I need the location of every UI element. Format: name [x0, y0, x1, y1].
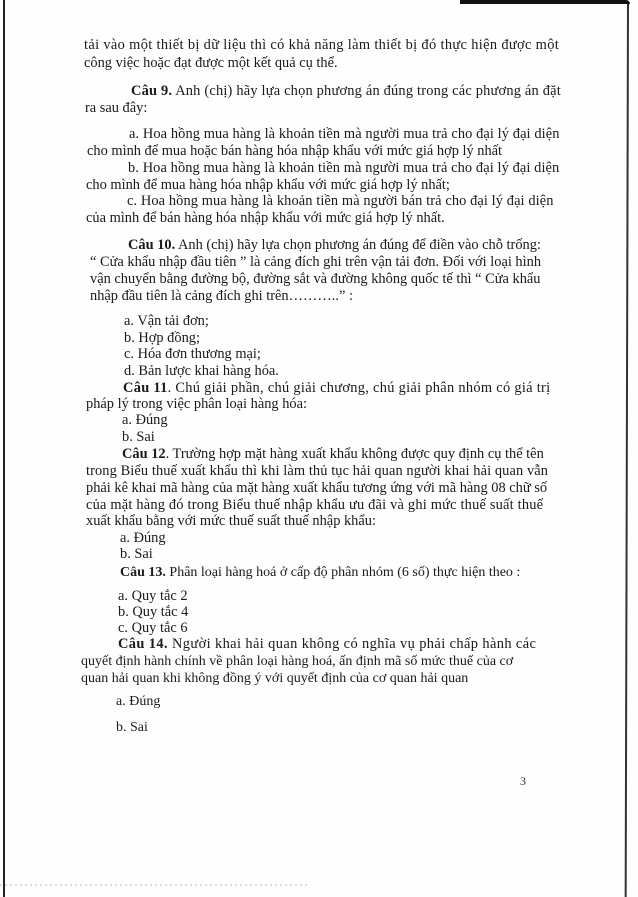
option-c-cont: của mình để bán hàng hóa nhập khẩu với mức giá hợp lý nhất. [86, 210, 445, 226]
option-b-cont: cho mình để mua hàng hóa nhập khẩu với mức giá hợp lý nhất; [86, 177, 450, 193]
question-label: Câu 9. [131, 83, 173, 99]
question-text: “ Cửa khẩu nhập đầu tiên ” là cảng đích ghi trên vận tải đơn. Đối với loại hình [90, 254, 542, 270]
question-text: phải kê khai mã hàng của mặt hàng xuất khẩu tương ứng với mã hàng 08 chữ số [86, 480, 548, 496]
question-label: Câu 10. [128, 237, 176, 253]
option-c: c. Quy tắc 6 [118, 620, 188, 636]
option-b: b. Sai [122, 429, 155, 445]
question-text: . Chú giải phần, chú giải chương, chú giải phân nhóm có giá trị [167, 380, 551, 396]
question-label: Câu 11 [123, 380, 168, 396]
question-label: Câu 14. [118, 636, 168, 652]
scan-edge-top [460, 0, 630, 4]
question-14 [118, 636, 536, 653]
option-a: a. Quy tắc 2 [118, 588, 188, 604]
question-10 [128, 237, 541, 254]
question-text: . Trường hợp mặt hàng xuất khẩu không được quy định cụ thể tên [165, 446, 544, 462]
question-text: quan hải quan khi không đồng ý với quyết định của cơ quan hải quan [81, 671, 469, 686]
question-text: trong Biểu thuế xuất khẩu thì khi làm thủ tục hải quan người khai hải quan vẫn [86, 463, 549, 479]
option-a: a. Vận tải đơn; [124, 313, 209, 329]
option-b: b. Sai [120, 546, 153, 562]
option-a: a. Đúng [116, 694, 161, 709]
question-text: Anh (chị) hãy lựa chọn phương án đúng trong các phương án đặt [172, 83, 561, 99]
option-a: a. Đúng [120, 530, 166, 546]
scan-edge-right [625, 4, 629, 897]
intro-line: công việc hoặc đạt được một kết quả cụ thể. [84, 55, 338, 71]
question-text: Người khai hải quan không có nghĩa vụ phải chấp hành các [167, 636, 537, 652]
option-b: b. Hợp đồng; [124, 330, 200, 346]
option-a: a. Đúng [122, 412, 168, 428]
question-label: Câu 13. [120, 565, 166, 580]
question-11 [123, 380, 550, 397]
question-text: vận chuyển bằng đường bộ, đường sắt và đường không quốc tế thì “ Cửa khẩu [90, 271, 541, 287]
scan-noise-bottom [0, 884, 310, 886]
option-a-cont: cho mình để mua hoặc bán hàng hóa nhập khẩu với mức giá hợp lý nhất [87, 143, 503, 159]
option-a: a. Hoa hồng mua hàng là khoản tiền mà người mua trả cho đại lý đại diện [129, 126, 560, 142]
question-text: Phân loại hàng hoá ở cấp độ phân nhóm (6 số) thực hiện theo : [165, 565, 521, 580]
question-label: Câu 12 [122, 446, 166, 462]
question-text: pháp lý trong việc phân loại hàng hóa: [86, 396, 307, 412]
option-b: b. Quy tắc 4 [118, 604, 189, 620]
option-c: c. Hóa đơn thương mại; [124, 346, 261, 362]
option-d: d. Bản lược khai hàng hóa. [124, 363, 279, 379]
question-9 [131, 83, 561, 100]
page-number: 3 [520, 774, 526, 788]
question-text: ra sau đây: [85, 100, 148, 116]
option-b: b. Sai [116, 720, 148, 735]
question-text: quyết định hành chính về phân loại hàng hoá, ấn định mã số mức thuế của cơ [81, 654, 514, 669]
option-b: b. Hoa hồng mua hàng là khoản tiền mà người mua trả cho đại lý đại diện [128, 160, 560, 176]
question-text: Anh (chị) hãy lựa chọn phương án đúng để điền vào chỗ trống: [178, 237, 541, 253]
scan-edge-left [3, 0, 5, 897]
question-text: của mặt hàng đó trong Biểu thuế nhập khẩu ưu đãi và ghi mức thuế suất thuế [86, 497, 544, 513]
question-text: xuất khẩu bằng với mức thuế suất thuế nhập khẩu: [86, 513, 376, 529]
question-13 [120, 564, 520, 581]
intro-line: tải vào một thiết bị dữ liệu thì có khả năng làm thiết bị đó thực hiện được một [84, 37, 560, 53]
question-12 [122, 446, 544, 463]
question-text: nhập đầu tiên là cảng đích ghi trên………..” : [90, 288, 353, 304]
option-c: c. Hoa hồng mua hàng là khoản tiền mà người bán trả cho đại lý đại diện [127, 193, 554, 209]
